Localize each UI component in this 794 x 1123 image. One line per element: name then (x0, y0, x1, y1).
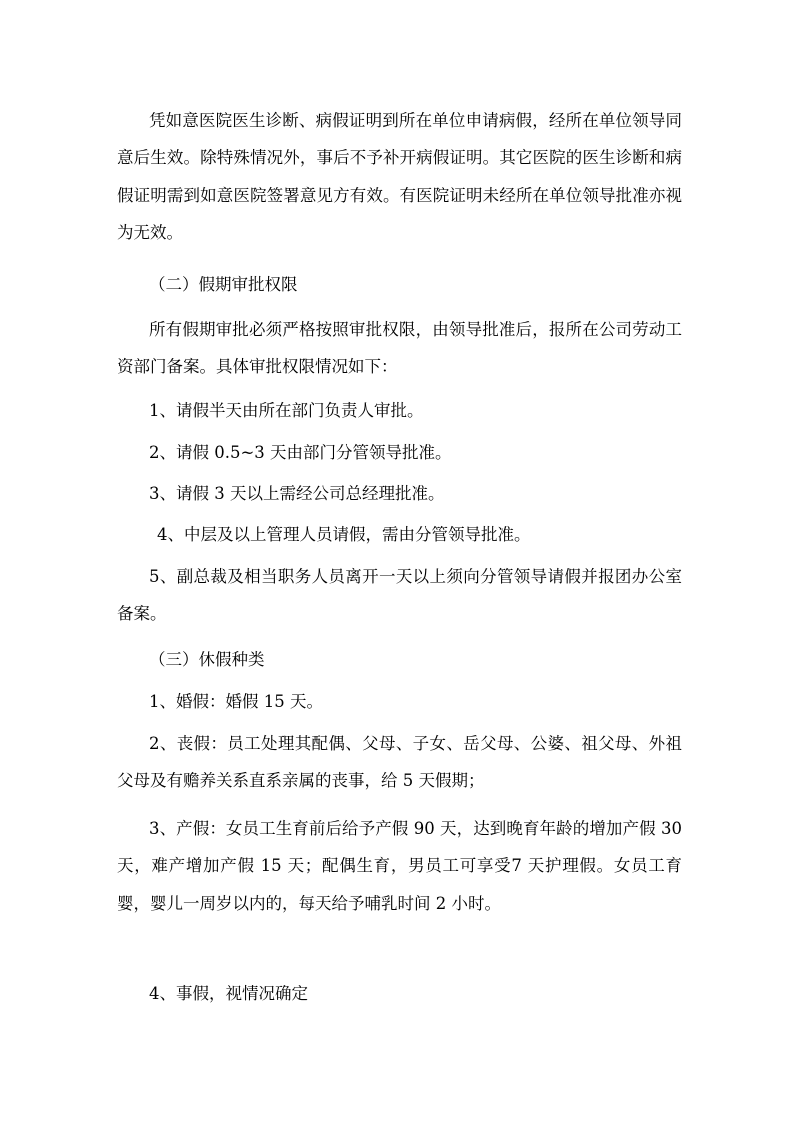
list-item-maternity-leave: 3、产假：女员工生育前后给予产假 90 天，达到晚育年龄的增加产假 30 天，难产增加产假 15 天；配偶生育，男员工可享受7 天护理假。女员工育婴，婴儿一周岁以内的，每天给予哺乳时间 2 小时。 (117, 819, 682, 913)
list-item-approval-1: 1、请假半天由所在部门负责人审批。 (149, 401, 424, 420)
list-item-marriage-leave: 1、婚假：婚假 15 天。 (149, 692, 323, 711)
list-item-approval-2: 2、请假 0.5~3 天由部门分管领导批准。 (149, 443, 452, 462)
list-item-approval-3: 3、请假 3 天以上需经公司总经理批准。 (149, 484, 445, 503)
paragraph-sick-leave: 凭如意医院医生诊断、病假证明到所在单位申请病假，经所在单位领导同意后生效。除特殊情况外，事后不予补开病假证明。其它医院的医生诊断和病假证明需到如意医院签署意见方有效。有医院证明未经所在单位领导批准亦视为无效。 (117, 111, 682, 242)
list-item-approval-5: 5、副总裁及相当职务人员离开一天以上须向分管领导请假并报团办公室备案。 (117, 567, 682, 624)
section-heading-approval-authority: （二）假期审批权限 (149, 275, 298, 294)
list-item-personal-leave: 4、事假，视情况确定 (149, 984, 308, 1003)
list-item-approval-4: 4、中层及以上管理人员请假，需由分管领导批准。 (157, 525, 531, 544)
section-heading-leave-types: （三）休假种类 (149, 650, 265, 669)
list-item-bereavement-leave: 2、丧假：员工处理其配偶、父母、子女、岳父母、公婆、祖父母、外祖父母及有赡养关系直系亲属的丧事，给 5 天假期； (117, 734, 682, 791)
paragraph-approval-intro: 所有假期审批必须严格按照审批权限，由领导批准后，报所在公司劳动工资部门备案。具体审批权限情况如下： (117, 320, 682, 377)
